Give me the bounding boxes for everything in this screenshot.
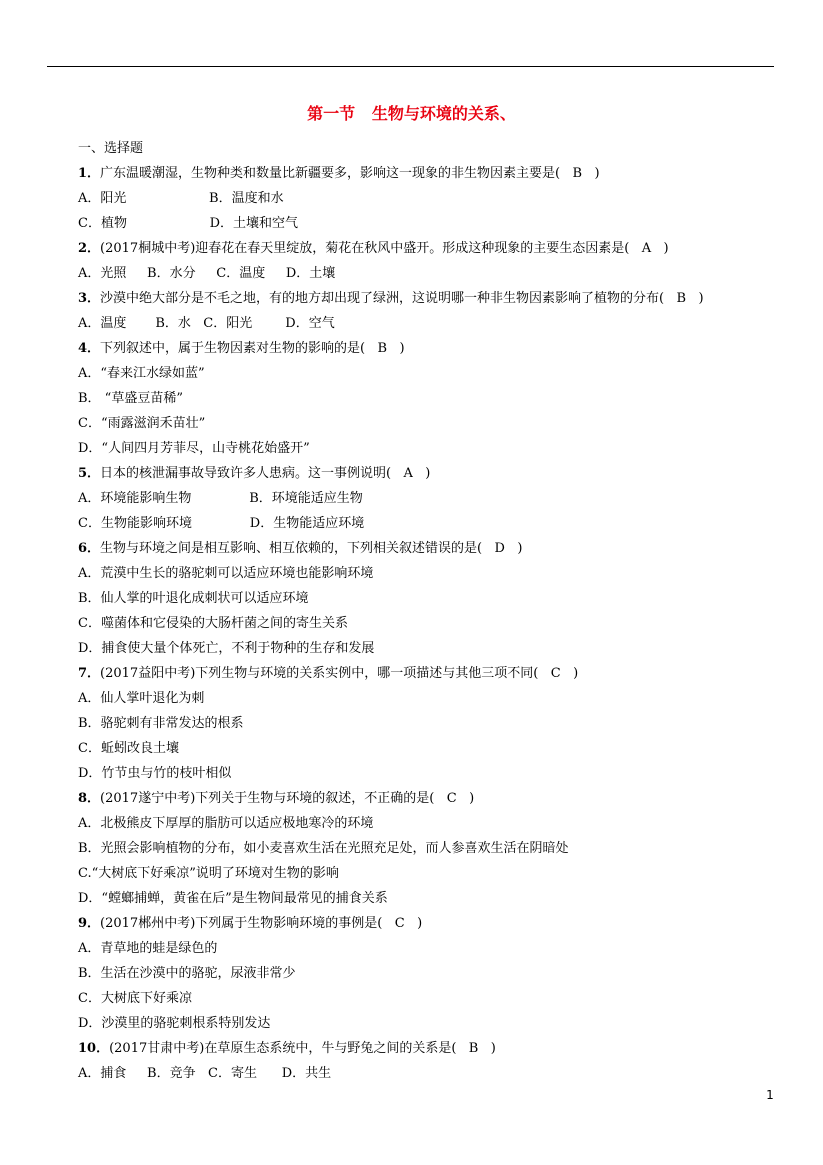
- answer-option: B．生活在沙漠中的骆驼，尿液非常少: [78, 966, 296, 981]
- answer-option: A．“春来江水绿如蓝”: [78, 366, 205, 381]
- answer-option: B． “草盛豆苗稀”: [78, 391, 183, 406]
- question-stem: [78, 236, 778, 261]
- question-number: 10．: [78, 1041, 110, 1056]
- answer-option: A．北极熊皮下厚厚的脂肪可以适应极地寒冷的环境: [78, 816, 374, 831]
- answer-option: A．阳光 B．温度和水: [78, 191, 284, 206]
- question-number: 2．: [78, 241, 101, 256]
- question-number: 8．: [78, 791, 101, 806]
- answer-option: D．“螳螂捕蝉，黄雀在后”是生物间最常见的捕食关系: [78, 891, 388, 906]
- question-number: 4．: [78, 341, 101, 356]
- page-number: 1: [766, 1088, 774, 1102]
- answer-option: A．青草地的蛙是绿色的: [78, 941, 218, 956]
- answer-option: C.“大树底下好乘凉”说明了环境对生物的影响: [78, 866, 339, 881]
- question-stem: [78, 461, 778, 486]
- question-number: 7．: [78, 666, 101, 681]
- question-stem: [78, 286, 778, 311]
- question-text: 广东温暖潮湿，生物种类和数量比新疆要多，影响这一现象的非生物因素主要是( B ): [100, 166, 600, 181]
- answer-option: D．沙漠里的骆驼刺根系特别发达: [78, 1016, 271, 1031]
- question-list: [78, 136, 778, 1086]
- question-text: (2017桐城中考)迎春花在春天里绽放，菊花在秋风中盛开。形成这种现象的主要生态因素是( A ): [100, 241, 669, 256]
- question-text: 沙漠中绝大部分是不毛之地，有的地方却出现了绿洲，这说明哪一种非生物因素影响了植物的分布( B ): [100, 291, 704, 306]
- question-text: 生物与环境之间是相互影响、相互依赖的，下列相关叙述错误的是( D ): [100, 541, 523, 556]
- answer-option: B．仙人掌的叶退化成刺状可以适应环境: [78, 591, 309, 606]
- answer-option: A．仙人掌叶退化为刺: [78, 691, 205, 706]
- question-number: 1．: [78, 166, 101, 181]
- question-stem: [78, 911, 778, 936]
- section-heading: 一、选择题: [78, 141, 144, 156]
- question-number: 6．: [78, 541, 101, 556]
- answer-option: C．蚯蚓改良土壤: [78, 741, 179, 756]
- question-text: (2017甘肃中考)在草原生态系统中，牛与野兔之间的关系是( B ): [109, 1041, 496, 1056]
- answer-option: A．光照 B．水分 C．温度 D．土壤: [78, 266, 336, 281]
- answer-option: A．温度 B．水 C．阳光 D．空气: [78, 316, 335, 331]
- answer-option: D．“人间四月芳菲尽，山寺桃花始盛开”: [78, 441, 310, 456]
- answer-option: C．大树底下好乘凉: [78, 991, 192, 1006]
- question-text: (2017郴州中考)下列属于生物影响环境的事例是( C ): [100, 916, 423, 931]
- question-stem: [78, 161, 778, 186]
- answer-option: A．环境能影响生物 B．环境能适应生物: [78, 491, 363, 506]
- answer-option: D．竹节虫与竹的枝叶相似: [78, 766, 232, 781]
- answer-option: B．光照会影响植物的分布，如小麦喜欢生活在光照充足处，而人参喜欢生活在阴暗处: [78, 841, 569, 856]
- header-rule: [47, 66, 774, 67]
- question-stem: [78, 336, 778, 361]
- question-stem: [78, 661, 778, 686]
- answer-option: C．“雨露滋润禾苗壮”: [78, 416, 206, 431]
- question-number: 9．: [78, 916, 101, 931]
- answer-option: A．荒漠中生长的骆驼刺可以适应环境也能影响环境: [78, 566, 374, 581]
- question-number: 5．: [78, 466, 101, 481]
- answer-option: D．捕食使大量个体死亡，不利于物种的生存和发展: [78, 641, 375, 656]
- question-text: (2017遂宁中考)下列关于生物与环境的叙述，不正确的是( C ): [100, 791, 475, 806]
- question-stem: [78, 1036, 778, 1061]
- question-text: 日本的核泄漏事故导致许多人患病。这一事例说明( A ): [100, 466, 431, 481]
- question-text: 下列叙述中，属于生物因素对生物的影响的是( B ): [100, 341, 405, 356]
- question-text: (2017益阳中考)下列生物与环境的关系实例中，哪一项描述与其他三项不同( C ): [100, 666, 579, 681]
- question-stem: [78, 786, 778, 811]
- question-number: 3．: [78, 291, 101, 306]
- question-stem: [78, 536, 778, 561]
- answer-option: C．噬菌体和它侵染的大肠杆菌之间的寄生关系: [78, 616, 348, 631]
- answer-option: B．骆驼刺有非常发达的根系: [78, 716, 244, 731]
- answer-option: A．捕食 B．竞争 C．寄生 D．共生: [78, 1066, 332, 1081]
- answer-option: C．生物能影响环境 D．生物能适应环境: [78, 516, 365, 531]
- page-title: 第一节 生物与环境的关系、: [307, 104, 516, 123]
- answer-option: C．植物 D．土壤和空气: [78, 216, 299, 231]
